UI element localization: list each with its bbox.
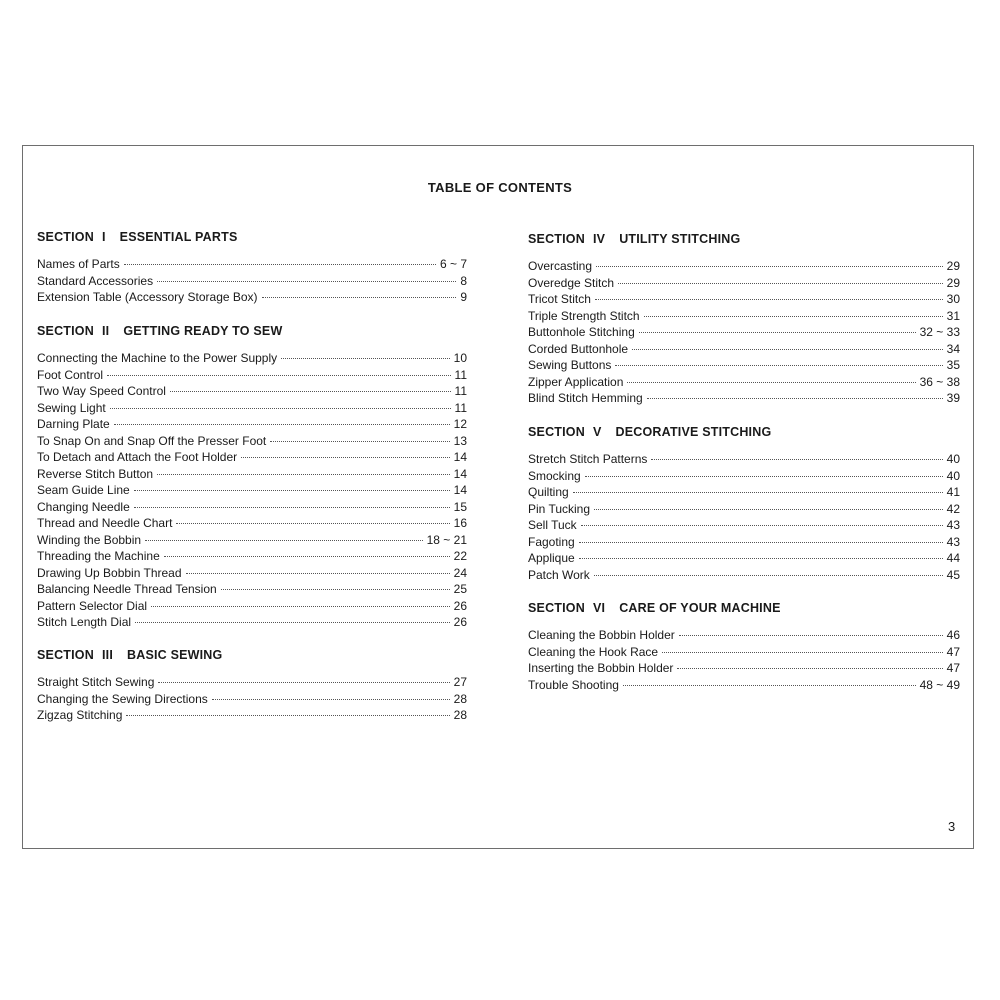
- toc-entry: [528, 390, 960, 407]
- toc-entry-list: [37, 256, 467, 306]
- toc-entry-page: 26: [453, 598, 467, 613]
- dot-leader: [212, 699, 450, 700]
- toc-entry: [37, 499, 467, 516]
- dot-leader: [186, 573, 450, 574]
- toc-entry-title: Pin Tucking: [528, 501, 591, 516]
- dot-leader: [134, 490, 450, 491]
- toc-entry-page: 10: [453, 351, 467, 365]
- toc-entry: [528, 341, 960, 358]
- toc-entry-title: Blind Stitch Hemming: [528, 391, 643, 405]
- section-heading: [37, 646, 467, 664]
- dot-leader: [107, 375, 451, 376]
- toc-entry-title: Quilting: [528, 485, 569, 499]
- toc-entry: [528, 627, 960, 644]
- toc-entry-page: 8: [460, 273, 467, 288]
- toc-entry: [37, 707, 467, 724]
- dot-leader: [632, 349, 943, 350]
- toc-entry-title: Seam Guide Line: [37, 483, 130, 497]
- toc-section: [37, 228, 467, 306]
- dot-leader: [164, 556, 450, 557]
- section-heading: [528, 230, 960, 248]
- toc-entry-page: 36 ~ 38: [919, 374, 960, 389]
- dot-leader: [644, 316, 943, 317]
- section-heading: [528, 423, 960, 441]
- dot-leader: [157, 474, 450, 475]
- section-label: SECTION: [37, 230, 94, 244]
- toc-entry-list: [528, 258, 960, 407]
- toc-entry: [528, 550, 960, 567]
- toc-entry-title: Standard Accessories: [37, 273, 154, 288]
- dot-leader: [114, 424, 450, 425]
- toc-section: [37, 322, 467, 631]
- toc-entry-list: [37, 674, 467, 724]
- toc-entry-page: 34: [946, 341, 960, 356]
- toc-entry-title: Connecting the Machine to the Power Supply: [37, 351, 278, 365]
- dot-leader: [618, 283, 943, 284]
- toc-entry: [528, 275, 960, 292]
- page-title: TABLE OF CONTENTS: [427, 180, 573, 195]
- toc-entry: [528, 308, 960, 325]
- toc-entry-title: Triple Strength Stitch: [528, 308, 640, 323]
- section-numeral: III: [101, 648, 113, 662]
- section-name: GETTING READY TO SEW: [123, 324, 283, 338]
- dot-leader: [662, 652, 943, 653]
- section-heading: [37, 322, 467, 340]
- toc-entry: [528, 484, 960, 501]
- dot-leader: [594, 575, 943, 576]
- toc-entry-title: Corded Buttonhole: [528, 341, 629, 356]
- toc-entry-page: 40: [946, 468, 960, 483]
- toc-entry: [37, 565, 467, 582]
- toc-entry-title: Names of Parts: [37, 257, 120, 271]
- toc-section: [37, 646, 467, 724]
- dot-leader: [585, 476, 943, 477]
- dot-leader: [124, 264, 436, 265]
- section-numeral: I: [101, 230, 106, 244]
- section-label: SECTION: [528, 601, 585, 615]
- toc-entry-title: Darning Plate: [37, 417, 110, 431]
- toc-entry-title: Thread and Needle Chart: [37, 516, 173, 530]
- toc-entry-title: Extension Table (Accessory Storage Box): [37, 290, 258, 304]
- toc-entry-page: 29: [946, 275, 960, 290]
- section-name: ESSENTIAL PARTS: [119, 230, 238, 244]
- toc-entry-page: 11: [454, 367, 467, 382]
- toc-entry: [528, 660, 960, 677]
- toc-entry-page: 11: [454, 384, 467, 398]
- toc-entry-page: 35: [946, 358, 960, 372]
- toc-entry: [37, 482, 467, 499]
- toc-entry-title: Changing the Sewing Directions: [37, 691, 208, 706]
- toc-entry-title: Stitch Length Dial: [37, 615, 132, 629]
- toc-entry-title: Applique: [528, 551, 575, 565]
- dot-leader: [639, 332, 916, 333]
- toc-entry-page: 30: [946, 292, 960, 306]
- dot-leader: [679, 635, 943, 636]
- toc-entry-page: 41: [946, 485, 960, 499]
- toc-entry-list: [528, 627, 960, 693]
- toc-entry: [528, 534, 960, 551]
- section-label: SECTION: [528, 232, 585, 246]
- section-name: CARE OF YOUR MACHINE: [619, 601, 781, 615]
- toc-entry: [528, 258, 960, 275]
- section-label: SECTION: [528, 425, 585, 439]
- dot-leader: [594, 509, 943, 510]
- section-label: SECTION: [37, 648, 94, 662]
- toc-entry-page: 26: [453, 615, 467, 629]
- dot-leader: [623, 685, 916, 686]
- toc-entry-page: 16: [453, 516, 467, 530]
- dot-leader: [176, 523, 449, 524]
- dot-leader: [581, 525, 943, 526]
- toc-entry-title: To Snap On and Snap Off the Presser Foot: [37, 433, 267, 448]
- toc-entry: [528, 291, 960, 308]
- dot-leader: [595, 299, 943, 300]
- toc-entry-title: Zigzag Stitching: [37, 708, 123, 722]
- dot-leader: [241, 457, 450, 458]
- toc-entry-page: 28: [453, 691, 467, 706]
- toc-entry-page: 11: [454, 400, 467, 415]
- toc-entry-page: 9: [460, 290, 467, 304]
- toc-entry-page: 12: [453, 417, 467, 431]
- dot-leader: [151, 606, 450, 607]
- dot-leader: [135, 622, 450, 623]
- toc-entry-page: 15: [453, 499, 467, 514]
- toc-entry-page: 25: [453, 582, 467, 596]
- toc-entry: [37, 367, 467, 384]
- toc-entry-title: Patch Work: [528, 567, 590, 582]
- toc-entry-title: Trouble Shooting: [528, 677, 619, 692]
- toc-entry: [528, 451, 960, 468]
- toc-entry-title: Winding the Bobbin: [37, 532, 142, 547]
- dot-leader: [651, 459, 942, 460]
- toc-entry: [528, 501, 960, 518]
- dot-leader: [579, 542, 943, 543]
- dot-leader: [627, 382, 915, 383]
- toc-entry-title: Straight Stitch Sewing: [37, 675, 155, 689]
- toc-entry-title: Reverse Stitch Button: [37, 466, 154, 481]
- toc-entry-page: 13: [453, 433, 467, 448]
- dot-leader: [170, 391, 451, 392]
- toc-entry: [37, 598, 467, 615]
- toc-entry-page: 29: [946, 259, 960, 273]
- toc-entry-title: Stretch Stitch Patterns: [528, 452, 648, 466]
- dot-leader: [221, 589, 450, 590]
- toc-entry-page: 43: [946, 518, 960, 532]
- toc-entry-title: Overedge Stitch: [528, 275, 615, 290]
- dot-leader: [596, 266, 943, 267]
- toc-entry: [37, 581, 467, 598]
- toc-entry-list: [528, 451, 960, 583]
- toc-entry-page: 18 ~ 21: [426, 532, 467, 547]
- toc-entry: [37, 515, 467, 532]
- toc-entry: [37, 548, 467, 565]
- toc-entry-title: Fagoting: [528, 534, 575, 549]
- toc-entry: [528, 324, 960, 341]
- toc-entry-page: 44: [946, 551, 960, 565]
- toc-entry: [37, 614, 467, 631]
- toc-entry: [37, 466, 467, 483]
- toc-entry-title: Smocking: [528, 468, 581, 483]
- dot-leader: [677, 668, 942, 669]
- section-numeral: IV: [592, 232, 606, 246]
- toc-entry: [37, 691, 467, 708]
- dot-leader: [281, 358, 449, 359]
- section-numeral: V: [592, 425, 602, 439]
- toc-entry-page: 43: [946, 534, 960, 549]
- toc-entry-title: Buttonhole Stitching: [528, 325, 635, 339]
- section-name: UTILITY STITCHING: [619, 232, 741, 246]
- toc-entry-page: 6 ~ 7: [439, 257, 467, 271]
- dot-leader: [134, 507, 450, 508]
- toc-entry-title: Pattern Selector Dial: [37, 598, 148, 613]
- toc-entry: [37, 416, 467, 433]
- toc-entry: [528, 644, 960, 661]
- toc-entry: [528, 468, 960, 485]
- toc-entry-title: Zipper Application: [528, 374, 624, 389]
- dot-leader: [270, 441, 449, 442]
- section-label: SECTION: [37, 324, 94, 338]
- section-name: DECORATIVE STITCHING: [615, 425, 772, 439]
- toc-entry-title: Balancing Needle Thread Tension: [37, 582, 217, 596]
- toc-entry-title: Cleaning the Hook Race: [528, 644, 659, 659]
- dot-leader: [647, 398, 943, 399]
- page-number: 3: [948, 819, 956, 834]
- toc-entry-title: Sell Tuck: [528, 518, 577, 532]
- section-heading: [528, 599, 960, 617]
- toc-entry: [37, 273, 467, 290]
- toc-entry-page: 14: [453, 483, 467, 497]
- toc-entry: [37, 383, 467, 400]
- toc-entry-page: 45: [946, 567, 960, 582]
- toc-entry: [37, 350, 467, 367]
- toc-entry-page: 31: [946, 308, 960, 323]
- dot-leader: [110, 408, 451, 409]
- section-numeral: II: [101, 324, 110, 338]
- dot-leader: [157, 281, 456, 282]
- toc-entry-page: 28: [453, 708, 467, 722]
- toc-entry-page: 40: [946, 452, 960, 466]
- toc-entry-title: To Detach and Attach the Foot Holder: [37, 450, 238, 464]
- toc-entry: [528, 374, 960, 391]
- toc-section: [528, 423, 960, 583]
- toc-entry-page: 14: [453, 450, 467, 464]
- section-heading: [37, 228, 467, 246]
- toc-section: [528, 230, 960, 407]
- toc-entry-page: 24: [453, 565, 467, 580]
- toc-entry-list: [37, 350, 467, 631]
- toc-entry: [37, 674, 467, 691]
- toc-entry: [37, 433, 467, 450]
- toc-entry-title: Foot Control: [37, 367, 104, 382]
- toc-entry-page: 47: [946, 644, 960, 659]
- toc-section: [528, 599, 960, 693]
- dot-leader: [145, 540, 423, 541]
- toc-entry-title: Two Way Speed Control: [37, 384, 166, 398]
- dot-leader: [262, 297, 457, 298]
- toc-entry-page: 48 ~ 49: [919, 677, 960, 692]
- toc-entry: [528, 517, 960, 534]
- toc-entry-title: Sewing Light: [37, 400, 106, 415]
- toc-entry-page: 22: [453, 549, 467, 563]
- toc-entry: [37, 289, 467, 306]
- toc-entry: [37, 532, 467, 549]
- toc-entry-title: Sewing Buttons: [528, 358, 612, 372]
- toc-entry-title: Changing Needle: [37, 499, 130, 514]
- toc-entry-page: 39: [946, 391, 960, 405]
- toc-entry-title: Threading the Machine: [37, 549, 160, 563]
- toc-entry: [37, 256, 467, 273]
- toc-entry: [528, 677, 960, 694]
- toc-entry-title: Tricot Stitch: [528, 292, 591, 306]
- dot-leader: [573, 492, 943, 493]
- dot-leader: [126, 715, 449, 716]
- toc-entry-page: 42: [946, 501, 960, 516]
- toc-entry-page: 47: [946, 661, 960, 675]
- dot-leader: [158, 682, 449, 683]
- toc-entry-title: Drawing Up Bobbin Thread: [37, 565, 182, 580]
- toc-entry: [528, 357, 960, 374]
- dot-leader: [579, 558, 943, 559]
- toc-entry-title: Cleaning the Bobbin Holder: [528, 628, 675, 642]
- section-numeral: VI: [592, 601, 606, 615]
- toc-entry-page: 27: [453, 675, 467, 689]
- toc-entry: [37, 400, 467, 417]
- toc-entry-title: Inserting the Bobbin Holder: [528, 661, 674, 675]
- toc-entry-page: 14: [453, 466, 467, 481]
- toc-entry-page: 46: [946, 628, 960, 642]
- dot-leader: [615, 365, 942, 366]
- toc-entry: [528, 567, 960, 584]
- toc-entry: [37, 449, 467, 466]
- toc-entry-title: Overcasting: [528, 259, 593, 273]
- toc-entry-page: 32 ~ 33: [919, 325, 960, 339]
- section-name: BASIC SEWING: [127, 648, 223, 662]
